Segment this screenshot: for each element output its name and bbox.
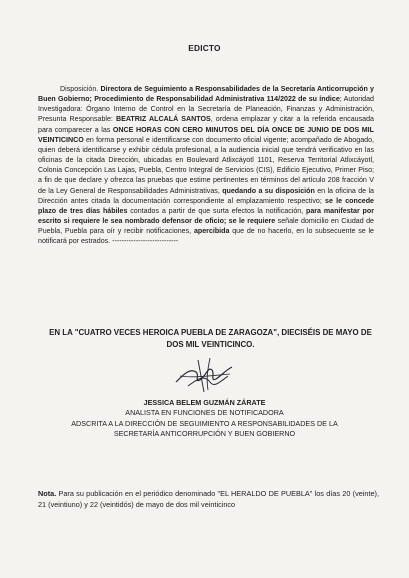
publication-note bbox=[38, 489, 379, 510]
paragraph-segment: contados a partir de que surta efectos la notificación, bbox=[127, 206, 307, 215]
edict-paragraph bbox=[38, 84, 374, 247]
note-text: Para su publicación en el periódico denominado "EL HERALDO DE PUEBLA" los días 20 (veinte), 21 (veintiuno) y 22 (veintidós) de mayo de dos mil veinticinco bbox=[38, 489, 379, 509]
paragraph-segment: señale domicilio en Ciudad de Puebla, Puebla para oír y recibir notificaciones, bbox=[38, 217, 374, 236]
handwritten-signature bbox=[170, 352, 240, 397]
document-title: EDICTO bbox=[188, 43, 221, 53]
signer-role: ANALISTA EN FUNCIONES DE NOTIFICADORA bbox=[125, 408, 284, 418]
signer-name: JESSICA BELEM GUZMÁN ZÁRATE bbox=[143, 398, 266, 407]
paragraph-bold-segment: quedando a su disposición bbox=[222, 186, 315, 195]
paragraph-segment: que de no hacerlo, en lo subsecuente se le notificará por estrados. ---------------------------- bbox=[38, 227, 374, 246]
signer-office-line-2: SECRETARÍA ANTICORRUPCIÓN Y BUEN GOBIERNO bbox=[113, 429, 296, 439]
note-label: Nota. bbox=[38, 489, 57, 498]
paragraph-bold-segment: ONCE HORAS CON CERO MINUTOS DEL DÍA ONCE DE JUNIO DE DOS MIL VEINTICINCO bbox=[38, 125, 374, 144]
paragraph-bold-segment: BEATRIZ ALCALÁ SANTOS bbox=[115, 115, 211, 124]
paragraph-segment: , ordena emplazar y citar a la referida encausada para comparecer a las bbox=[38, 115, 374, 134]
signer-block bbox=[0, 398, 409, 440]
paragraph-segment: Disposición. bbox=[60, 85, 101, 93]
paragraph-bold-segment: se le concede plazo de tres días hábiles bbox=[38, 196, 374, 215]
paragraph-segment: en forma personal e identificarse con documento oficial vigente; acompañado de Abogado, quien deberá identificarse y exhibir cédula profesional, a la audiencia inicial que tendrá verificativo en las oficinas de la citada Dirección, ubicadas en Boulevard Atlixcáyotl 1101, Reserva Territorial Atlixcáyotl, Colonia Concepción Las Lajas, Puebla, Centro Integral de Servicios (CIS), Edificio Ejecutivo, Primer Piso; a fin de que declare y ofrezca las pruebas que estime pertinentes en términos del artículo 208 fracción V de la Ley General de Responsabilidades Administrativas, bbox=[38, 135, 374, 195]
paragraph-segment: en la oficina de la Dirección antes citada la documentación correspondiente al emplazamiento respectivo; bbox=[38, 186, 375, 205]
signer-office-line-1: ADSCRITA A LA DIRECCIÓN DE SEGUIMIENTO A RESPONSABILIDADES DE LA bbox=[71, 418, 338, 428]
paragraph-bold-segment: apercibida bbox=[193, 227, 230, 236]
paragraph-segment: ; Autoridad Investigadora: Órgano Interno de Control en la Secretaría de Planeación, Finanzas y Administración, Presunta Responsable: bbox=[38, 95, 374, 124]
place-and-date: EN LA "CUATRO VECES HEROICA PUEBLA DE ZARAGOZA", DIECISÉIS DE MAYO DE DOS MIL VEINTICINCO. bbox=[49, 328, 372, 349]
edict-body bbox=[38, 84, 374, 247]
paragraph-bold-segment: para manifestar por escrito si requiere le sea nombrado defensor de oficio; se le requiere bbox=[38, 206, 374, 226]
paragraph-bold-segment: Directora de Seguimiento a Responsabilidades de la Secretaría Anticorrupción y Buen Gobierno; Procedimiento de Responsabilidad Administrativa 114/2022 de su índice bbox=[38, 85, 374, 104]
